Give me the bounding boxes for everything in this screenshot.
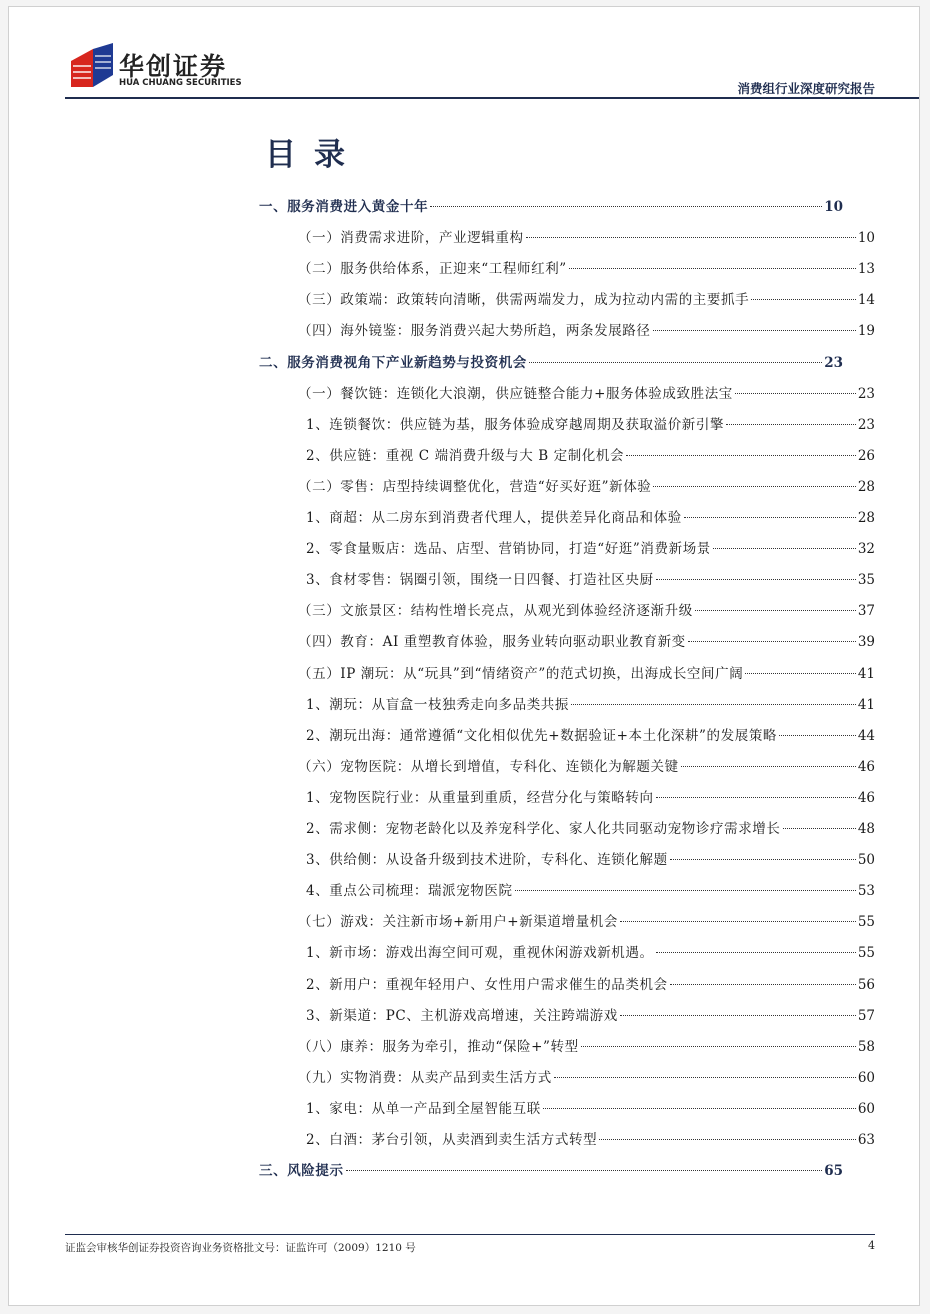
toc-entry[interactable]	[306, 506, 875, 528]
toc-entry-title: （五）IP 潮玩：从“玩具”到“情绪资产”的范式切换，出海成长空间广阔	[298, 665, 744, 682]
toc-dot-leader	[745, 673, 855, 674]
toc-entry[interactable]	[298, 910, 875, 932]
toc-entry-title: 1、宠物医院行业：从重量到重质，经营分化与策略转向	[306, 789, 654, 806]
toc-dot-leader	[620, 921, 856, 922]
toc-entry-title: 2、潮玩出海：通常遵循“文化相似优先+数据验证+本土化深耕”的发展策略	[306, 727, 778, 744]
toc-entry-page: 23	[857, 385, 875, 402]
toc-entry-title: 一、服务消费进入黄金十年	[259, 199, 429, 215]
toc-dot-leader	[783, 828, 856, 829]
toc-dot-leader	[779, 735, 856, 736]
toc-entry-page: 56	[857, 976, 875, 993]
toc-entry-page: 44	[857, 727, 875, 744]
toc-dot-leader	[653, 330, 856, 331]
toc-entry[interactable]	[306, 786, 875, 808]
toc-entry-title: 2、零食量贩店：选品、店型、营销协同，打造“好逛”消费新场景	[306, 541, 711, 558]
toc-entry-title: 2、新用户：重视年轻用户、女性用户需求催生的品类机会	[306, 976, 668, 993]
toc-entry-title: 2、需求侧：宠物老龄化以及养宠科学化、家人化共同驱动宠物诊疗需求增长	[306, 821, 781, 837]
footer-divider	[65, 1234, 875, 1235]
toc-entry-title: 1、商超：从二房东到消费者代理人，提供差异化商品和体验	[306, 510, 682, 526]
toc-entry-title: （八）康养：服务为牵引，推动“保险+”转型	[298, 1038, 579, 1055]
toc-entry-title: （四）海外镜鉴：服务消费兴起大势所趋，两条发展路径	[298, 323, 651, 340]
toc-entry-title: （七）游戏：关注新市场+新用户+新渠道增量机会	[298, 914, 618, 931]
toc-entry[interactable]	[306, 1128, 875, 1150]
toc-entry[interactable]	[306, 973, 875, 995]
toc-entry[interactable]	[306, 817, 875, 839]
toc-entry-page: 46	[857, 789, 875, 806]
toc-entry[interactable]	[298, 1035, 875, 1057]
toc-entry[interactable]	[306, 1004, 875, 1026]
toc-dot-leader	[656, 952, 856, 953]
toc-entry[interactable]	[259, 195, 843, 217]
toc-entry[interactable]	[298, 257, 875, 279]
toc-entry[interactable]	[306, 848, 875, 870]
toc-entry[interactable]	[306, 537, 875, 559]
toc-entry-page: 48	[857, 821, 875, 837]
toc-dot-leader	[688, 641, 856, 642]
toc-entry-title: （二）零售：店型持续调整优化，营造“好买好逛”新体验	[298, 478, 652, 495]
toc-entry[interactable]	[298, 475, 875, 497]
toc-entry-page: 65	[824, 1163, 843, 1180]
toc-entry-title: 2、白酒：茅台引领，从卖酒到卖生活方式转型	[306, 1132, 598, 1148]
report-type-label: 消费组行业深度研究报告	[737, 81, 875, 96]
toc-entry-page: 23	[824, 354, 843, 371]
toc-entry-page: 41	[857, 665, 875, 682]
toc-entry-page: 37	[857, 603, 875, 620]
toc-dot-leader	[529, 362, 822, 363]
logo-chinese-name: 华创证券	[119, 52, 228, 81]
page-number: 4	[868, 1239, 875, 1252]
toc-entry-page: 10	[857, 230, 875, 247]
toc-entry-page: 60	[857, 1100, 875, 1117]
toc-title: 目录	[265, 137, 363, 173]
toc-entry[interactable]	[298, 630, 875, 652]
toc-entry-page: 55	[857, 914, 875, 931]
toc-entry-title: （九）实物消费：从卖产品到卖生活方式	[298, 1069, 552, 1086]
toc-dot-leader	[543, 1108, 856, 1109]
toc-dot-leader	[571, 704, 856, 705]
toc-entry[interactable]	[259, 1159, 843, 1181]
toc-dot-leader	[684, 517, 856, 518]
toc-entry[interactable]	[298, 599, 875, 621]
toc-entry[interactable]	[306, 724, 875, 746]
toc-dot-leader	[656, 579, 856, 580]
toc-entry-title: 3、供给侧：从设备升级到技术进阶，专科化、连锁化解题	[306, 852, 668, 869]
logo-english-name: HUA CHUANG SECURITIES	[119, 78, 242, 88]
toc-entry-title: 1、新市场：游戏出海空间可观，重视休闲游戏新机遇。	[306, 945, 654, 962]
toc-entry-page: 63	[857, 1132, 875, 1148]
toc-entry-title: 二、服务消费视角下产业新趋势与投资机会	[259, 354, 527, 371]
toc-entry[interactable]	[298, 288, 875, 310]
toc-entry[interactable]	[306, 568, 875, 590]
toc-dot-leader	[620, 1015, 856, 1016]
toc-entry-page: 39	[857, 634, 875, 651]
toc-entry-title: （一）餐饮链：连锁化大浪潮，供应链整合能力+服务体验成致胜法宝	[298, 385, 733, 402]
toc-entry-title: 1、潮玩：从盲盒一枝独秀走向多品类共振	[306, 696, 569, 713]
toc-dot-leader	[681, 766, 856, 767]
toc-entry[interactable]	[306, 444, 875, 466]
toc-entry[interactable]	[298, 662, 875, 684]
toc-dot-leader	[626, 455, 856, 456]
toc-entry-title: （一）消费需求进阶，产业逻辑重构	[298, 230, 524, 247]
toc-dot-leader	[726, 424, 856, 425]
toc-entry[interactable]	[298, 319, 875, 341]
toc-entry-page: 53	[857, 883, 875, 900]
toc-dot-leader	[653, 486, 855, 487]
header-divider	[65, 97, 919, 99]
toc-entry-page: 26	[857, 447, 875, 464]
toc-entry-page: 14	[857, 292, 875, 309]
toc-entry-title: 2、供应链：重视 C 端消费升级与大 B 定制化机会	[306, 447, 625, 464]
toc-dot-leader	[515, 890, 856, 891]
toc-dot-leader	[346, 1170, 823, 1171]
toc-entry-page: 32	[857, 541, 875, 558]
toc-entry[interactable]	[306, 1097, 875, 1119]
toc-dot-leader	[599, 1139, 856, 1140]
toc-entry-title: 1、家电：从单一产品到全屋智能互联	[306, 1100, 541, 1117]
document-page	[8, 6, 920, 1306]
toc-entry-page: 50	[857, 852, 875, 869]
toc-dot-leader	[735, 393, 856, 394]
company-logo	[69, 43, 269, 93]
toc-entry-title: 3、食材零售：锅圈引领，围绕一日四餐、打造社区央厨	[306, 572, 654, 589]
toc-dot-leader	[526, 237, 856, 238]
toc-entry-title: （二）服务供给体系，正迎来“工程师红利”	[298, 261, 567, 278]
toc-dot-leader	[569, 268, 856, 269]
toc-entry-page: 41	[857, 696, 875, 713]
toc-entry-title: （四）教育：AI 重塑教育体验，服务业转向驱动职业教育新变	[298, 634, 686, 651]
toc-entry-page: 35	[857, 572, 875, 589]
toc-dot-leader	[713, 548, 856, 549]
toc-entry[interactable]	[298, 755, 875, 777]
toc-dot-leader	[430, 206, 822, 207]
toc-entry-page: 46	[857, 758, 875, 775]
toc-entry[interactable]	[306, 941, 875, 963]
toc-entry-title: 3、新渠道：PC、主机游戏高增速，关注跨端游戏	[306, 1007, 618, 1024]
toc-dot-leader	[581, 1046, 856, 1047]
toc-entry[interactable]	[298, 1066, 875, 1088]
toc-dot-leader	[695, 610, 856, 611]
toc-entry-title: 4、重点公司梳理：瑞派宠物医院	[306, 883, 513, 900]
toc-entry-page: 55	[857, 945, 875, 962]
toc-dot-leader	[670, 859, 856, 860]
toc-entry[interactable]	[306, 693, 875, 715]
toc-entry-page: 28	[857, 478, 875, 495]
toc-dot-leader	[554, 1077, 856, 1078]
toc-entry-page: 58	[857, 1038, 875, 1055]
toc-entry[interactable]	[298, 226, 875, 248]
toc-dot-leader	[751, 299, 856, 300]
toc-dot-leader	[656, 797, 856, 798]
toc-entry-title: 三、风险提示	[259, 1163, 344, 1180]
toc-entry-page: 57	[857, 1007, 875, 1024]
toc-entry[interactable]	[306, 413, 875, 435]
toc-entry[interactable]	[259, 351, 843, 373]
toc-dot-leader	[670, 984, 856, 985]
toc-entry-page: 19	[857, 323, 875, 340]
logo-mark-icon	[69, 43, 113, 87]
toc-entry-page: 23	[857, 416, 875, 433]
toc-entry-title: 1、连锁餐饮：供应链为基，服务体验成穿越周期及获取溢价新引擎	[306, 416, 725, 433]
footer-license-text: 证监会审核华创证券投资咨询业务资格批文号：证监许可（2009）1210 号	[65, 1242, 416, 1254]
toc-entry-page: 28	[857, 510, 875, 526]
toc-entry-title: （六）宠物医院：从增长到增值，专科化、连锁化为解题关键	[298, 758, 679, 775]
toc-entry-page: 60	[857, 1069, 875, 1086]
toc-entry-title: （三）政策端：政策转向清晰，供需两端发力，成为拉动内需的主要抓手	[298, 292, 750, 309]
toc-entry[interactable]	[306, 879, 875, 901]
toc-entry-page: 13	[857, 261, 875, 278]
toc-entry-page: 10	[824, 199, 843, 215]
toc-entry[interactable]	[298, 382, 875, 404]
toc-entry-title: （三）文旅景区：结构性增长亮点，从观光到体验经济逐渐升级	[298, 603, 693, 620]
